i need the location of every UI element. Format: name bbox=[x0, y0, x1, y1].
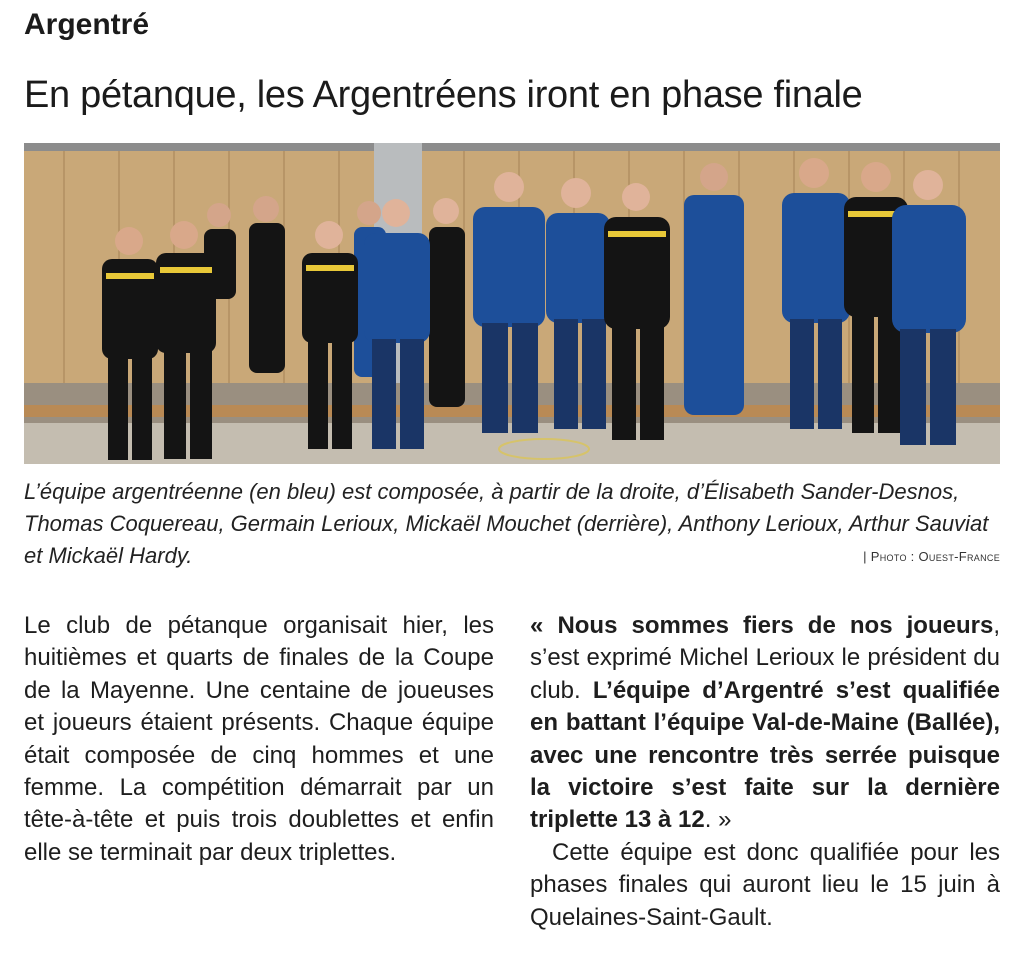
team-photo bbox=[24, 143, 1000, 464]
article-column-right bbox=[530, 610, 1000, 934]
photo-credit: | Photo : Ouest-France bbox=[863, 549, 1000, 564]
photo-caption: L’équipe argentréenne (en bleu) est composée, à partir de la droite, d’Élisabeth Sander-Desnos, Thomas Coquereau, Germain Lerioux, Mickaël Mouchet (derrière), Anthony Lerioux, Arthur Sauviat et Mickaël Hardy. bbox=[24, 479, 989, 568]
article-paragraph: Le club de pétanque organisait hier, les huitièmes et quarts de finales de la Coupe de la Mayenne. Une centaine de joueuses et joueurs étaient présents. Chaque équipe était composée de cinq hommes et une femme. La compétition démarrait par un tête-à-tête et puis trois doublettes et enfin elle se terminait par deux triplettes. bbox=[24, 612, 494, 866]
quote-end: . » bbox=[704, 806, 732, 834]
article-paragraph-final: Cette équipe est donc qualifiée pour les phases finales qui auront lieu le 15 juin à Quelaines-Saint-Gault. bbox=[530, 838, 1000, 931]
quote-attribution: , s’est exprimé Michel Lerioux le président du club. bbox=[530, 612, 1000, 704]
quote-bold-result: L’équipe d’Argentré s’est qualifiée en battant l’équipe Val-de-Maine (Ballée), avec une rencontre très serrée puisque la victoire s’est faite sur la dernière triplette 13 à 12 bbox=[530, 676, 1000, 834]
article-column-left bbox=[24, 610, 494, 869]
article-quote bbox=[530, 610, 1000, 837]
section-title: Argentré bbox=[24, 8, 150, 41]
team-photo-illustration bbox=[24, 143, 1000, 464]
quote-bold-intro: « Nous sommes fiers de nos joueurs bbox=[530, 612, 994, 639]
article-headline: En pétanque, les Argentréens iront en phase finale bbox=[24, 74, 863, 116]
